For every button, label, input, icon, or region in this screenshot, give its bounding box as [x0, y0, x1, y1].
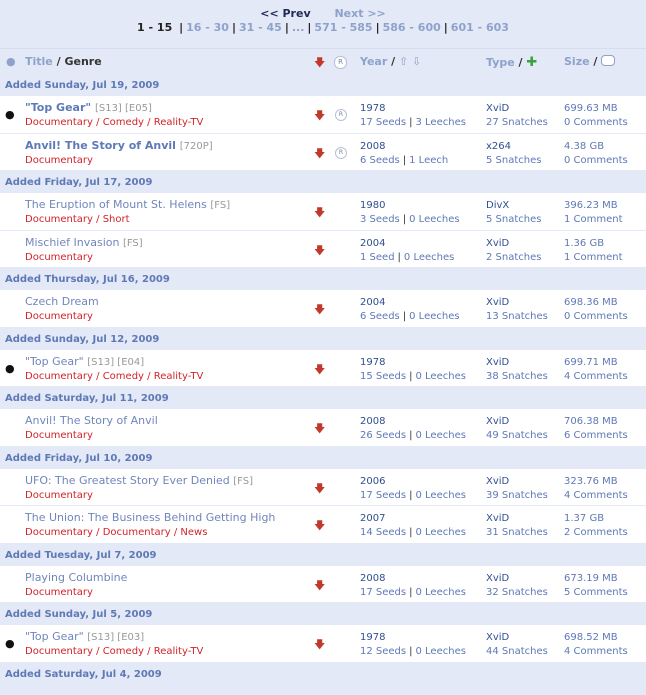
download-arrow-icon[interactable]: 🡇	[314, 206, 326, 219]
seeds-link[interactable]: 26 Seeds	[360, 430, 407, 441]
genre-separator: /	[143, 370, 154, 382]
bullet-icon: ●	[5, 637, 15, 650]
genre-link[interactable]: Documentary	[25, 154, 93, 166]
genre-label: Genre	[64, 55, 102, 68]
comments-link[interactable]: 4 Comments	[564, 489, 628, 501]
genre-list	[25, 214, 130, 225]
separator: |	[409, 117, 413, 128]
page-separator: |	[443, 21, 448, 34]
table-row	[0, 625, 646, 662]
group-date-label: Added Friday, Jul 10, 2009	[5, 452, 153, 464]
size-value: 396.23 MB	[564, 200, 618, 211]
genre-link[interactable]: Comedy	[102, 117, 144, 128]
format-value: XviD	[486, 297, 510, 308]
leeches-link[interactable]: 0 Leeches	[415, 489, 466, 501]
year-value: 1980	[360, 200, 386, 211]
torrent-title-link[interactable]	[25, 474, 253, 487]
r-badge-icon[interactable]: R	[335, 147, 347, 159]
title-tag: [720P]	[179, 140, 213, 152]
seeds-link[interactable]: 6 Seeds	[360, 154, 400, 166]
genre-link[interactable]: Documentary	[25, 646, 93, 657]
leeches-link[interactable]: 0 Leeches	[415, 586, 466, 598]
title-text[interactable]: Anvil! The Story of Anvil	[25, 138, 176, 152]
title-text[interactable]: The Eruption of Mount St. Helens	[25, 198, 207, 211]
group-date-label: Added Thursday, Jul 16, 2009	[5, 274, 170, 285]
table-row	[0, 469, 646, 506]
download-arrow-icon[interactable]: 🡇	[314, 243, 326, 257]
torrent-title-link[interactable]	[25, 630, 144, 643]
seeds-leeches	[360, 311, 460, 322]
size-value: 4.38 GB	[564, 140, 605, 152]
title-tag: [FS]	[233, 475, 253, 487]
year-value: 2008	[360, 140, 386, 152]
format-value: x264	[486, 140, 512, 152]
snatches-link[interactable]: 49 Snatches	[486, 430, 548, 441]
leeches-link[interactable]: 3 Leeches	[415, 117, 466, 128]
bullet-icon: ●	[6, 55, 16, 68]
year-value: 2004	[360, 297, 386, 308]
snatches-link[interactable]: 31 Snatches	[486, 527, 548, 538]
seeds-link[interactable]: 17 Seeds	[360, 489, 407, 501]
page-separator: |	[307, 21, 312, 34]
seeds-leeches	[360, 117, 466, 128]
year-value: 2008	[360, 416, 386, 427]
year-value: 2007	[360, 513, 386, 524]
group-header	[0, 387, 646, 409]
seeds-link[interactable]: 6 Seeds	[360, 311, 400, 322]
table-row	[0, 350, 646, 387]
torrent-title-link[interactable]	[25, 414, 158, 427]
next-link[interactable]: Next >>	[334, 7, 386, 20]
page-link[interactable]: 601 - 603	[450, 21, 509, 34]
year-value: 2006	[360, 475, 386, 487]
leeches-link[interactable]: 0 Leeches	[409, 311, 460, 322]
table-row	[0, 506, 646, 543]
group-date-label: Added Sunday, Jul 19, 2009	[5, 80, 160, 91]
title-tag: [FS]	[210, 200, 231, 211]
torrent-title-link[interactable]	[25, 198, 230, 211]
title-text[interactable]: The Union: The Business Behind Getting High	[25, 511, 276, 524]
bullet-icon: ●	[5, 108, 15, 121]
genre-link[interactable]: News	[180, 527, 208, 538]
year-header: Year / ⇧ ⇩	[360, 55, 422, 68]
arrow-down-icon[interactable]: ⇩	[412, 55, 422, 68]
separator: |	[409, 489, 413, 501]
genre-separator: /	[92, 370, 103, 382]
comments-link[interactable]: 4 Comments	[564, 646, 628, 657]
group-header	[0, 447, 646, 469]
title-text[interactable]: Anvil! The Story of Anvil	[25, 414, 158, 427]
size-value: 699.71 MB	[564, 356, 618, 368]
genre-separator: /	[143, 117, 154, 128]
title-text[interactable]: "Top Gear"	[25, 354, 84, 368]
genre-separator: /	[92, 117, 103, 128]
genre-list	[25, 490, 93, 501]
seeds-link[interactable]: 17 Seeds	[360, 117, 407, 128]
group-date-label: Added Saturday, Jul 4, 2009	[5, 668, 162, 680]
size-value: 323.76 MB	[564, 475, 618, 487]
separator: |	[409, 370, 413, 382]
genre-link[interactable]: Documentary	[25, 311, 93, 322]
group-date-label: Added Sunday, Jul 12, 2009	[5, 333, 160, 345]
leeches-link[interactable]: 0 Leeches	[415, 646, 466, 657]
title-text[interactable]: "Top Gear"	[25, 101, 92, 114]
page-separator: |	[284, 21, 289, 34]
seeds-leeches	[360, 430, 466, 441]
seeds-link[interactable]: 17 Seeds	[360, 586, 407, 598]
seeds-leeches	[360, 252, 454, 263]
torrent-title-link[interactable]	[25, 511, 275, 524]
group-date-label: Added Friday, Jul 17, 2009	[5, 177, 153, 188]
genre-link[interactable]: Documentary	[25, 430, 93, 441]
seeds-link[interactable]: 14 Seeds	[360, 527, 407, 538]
group-date-label: Added Sunday, Jul 5, 2009	[5, 609, 153, 620]
genre-link[interactable]: Documentary	[25, 489, 93, 501]
download-arrow-icon[interactable]: 🡇	[314, 362, 326, 376]
year-value: 2008	[360, 572, 386, 584]
table-row	[0, 231, 646, 268]
format-value: XviD	[486, 103, 510, 114]
comments-link[interactable]: 0 Comments	[564, 311, 628, 322]
format-value: XviD	[486, 475, 510, 487]
page-separator: |	[231, 21, 236, 34]
format-value: XviD	[486, 237, 510, 249]
format-value: XviD	[486, 572, 510, 584]
comments-link[interactable]: 5 Comments	[564, 586, 628, 598]
separator: |	[409, 646, 413, 657]
group-header	[0, 544, 646, 566]
separator: |	[402, 154, 407, 166]
genre-list	[25, 155, 93, 166]
comments-link[interactable]: 0 Comments	[564, 154, 628, 166]
format-value: XviD	[486, 416, 510, 427]
plus-icon[interactable]: ✚	[526, 55, 538, 70]
title-text[interactable]: Playing Columbine	[25, 570, 128, 584]
genre-link[interactable]: Comedy	[102, 646, 144, 657]
format-value: XviD	[486, 632, 510, 643]
comments-link[interactable]: 1 Comment	[564, 214, 623, 225]
size-value: 1.36 GB	[564, 237, 605, 249]
leeches-link[interactable]: 0 Leeches	[409, 214, 460, 225]
separator: |	[409, 527, 413, 538]
genre-link[interactable]: Documentary	[25, 370, 93, 382]
genre-list	[25, 371, 203, 382]
download-arrow-icon: 🡇	[314, 56, 326, 69]
seeds-leeches	[360, 155, 448, 166]
seeds-leeches	[360, 371, 466, 382]
table-row	[0, 409, 646, 446]
snatches-link[interactable]: 39 Snatches	[486, 489, 548, 501]
seeds-leeches	[360, 646, 466, 657]
title-tag: [S13] [E04]	[87, 356, 145, 368]
download-arrow-icon[interactable]: 🡇	[314, 109, 326, 122]
snatches-link[interactable]: 27 Snatches	[486, 117, 548, 128]
genre-separator: /	[143, 646, 154, 657]
group-header	[0, 171, 646, 193]
snatches-link[interactable]: 5 Snatches	[486, 154, 542, 166]
type-header: Type / ✚	[486, 55, 538, 70]
separator: |	[402, 214, 407, 225]
page-separator: |	[179, 21, 184, 34]
seeds-link[interactable]: 12 Seeds	[360, 646, 407, 657]
year-value: 1978	[360, 632, 386, 643]
leeches-link[interactable]: 0 Leeches	[415, 527, 466, 538]
torrent-title-link[interactable]	[25, 101, 152, 114]
page-links	[0, 20, 646, 35]
title-genre-header: Title / Genre	[25, 55, 102, 68]
table-row	[0, 96, 646, 133]
genre-separator: /	[92, 214, 103, 225]
snatches-link[interactable]: 32 Snatches	[486, 586, 548, 598]
genre-separator: /	[92, 646, 103, 657]
group-date-label: Added Tuesday, Jul 7, 2009	[5, 549, 157, 561]
download-arrow-icon[interactable]: 🡇	[314, 422, 326, 435]
genre-link[interactable]: Documentary	[25, 251, 93, 263]
genre-link[interactable]: Reality-TV	[153, 646, 204, 657]
snatches-link[interactable]: 44 Snatches	[486, 646, 548, 657]
title-tag: [S13] [E05]	[94, 103, 152, 114]
table-row	[0, 134, 646, 171]
seeds-link[interactable]: 1 Seed	[360, 251, 395, 263]
torrent-title-link[interactable]	[25, 139, 213, 152]
bullet-icon: ●	[5, 361, 15, 375]
genre-link[interactable]: Documentary	[25, 527, 93, 538]
torrent-title-link[interactable]	[25, 571, 127, 584]
size-value: 699.63 MB	[564, 103, 618, 114]
title-text[interactable]: Mischief Invasion	[25, 235, 120, 249]
genre-link[interactable]: Documentary	[25, 117, 93, 128]
page-link[interactable]: 16 - 30	[186, 21, 229, 34]
group-date-label: Added Saturday, Jul 11, 2009	[5, 393, 169, 404]
snatches-link[interactable]: 2 Snatches	[486, 251, 542, 263]
seeds-link[interactable]: 3 Seeds	[360, 214, 400, 225]
genre-link[interactable]: Documentary	[102, 527, 171, 538]
genre-link[interactable]: Reality-TV	[153, 117, 204, 128]
r-badge-icon: R	[334, 56, 347, 69]
current-page: 1 - 15	[137, 21, 173, 34]
group-header	[0, 603, 646, 625]
leeches-link[interactable]: 0 Leeches	[415, 430, 466, 441]
format-value: XviD	[486, 513, 510, 524]
group-header	[0, 74, 646, 96]
format-value: XviD	[486, 356, 510, 368]
comments-link[interactable]: 0 Comments	[564, 117, 628, 128]
type-sort-link[interactable]: Type	[486, 56, 515, 69]
genre-separator: /	[170, 527, 181, 538]
prev-link[interactable]: << Prev	[260, 7, 311, 20]
page-separator: |	[375, 21, 380, 34]
group-header	[0, 663, 646, 685]
seeds-leeches	[360, 490, 466, 501]
comments-link[interactable]: 6 Comments	[564, 430, 628, 441]
year-value: 2004	[360, 237, 386, 249]
page-link[interactable]: 571 - 585	[314, 21, 373, 34]
title-text[interactable]: "Top Gear"	[25, 630, 84, 643]
genre-link[interactable]: Reality-TV	[153, 370, 204, 382]
comments-link[interactable]: 1 Comment	[564, 251, 623, 263]
torrent-title-link[interactable]	[25, 236, 143, 249]
title-sort-link[interactable]: Title	[25, 55, 53, 68]
comments-link[interactable]: 4 Comments	[564, 370, 628, 382]
separator: |	[397, 251, 401, 263]
snatches-link[interactable]: 13 Snatches	[486, 311, 548, 322]
comment-bubble-icon[interactable]	[601, 55, 615, 66]
genre-link[interactable]: Documentary	[25, 586, 93, 598]
size-value: 673.19 MB	[564, 572, 618, 584]
genre-list	[25, 587, 93, 598]
genre-list	[25, 430, 93, 441]
download-arrow-icon[interactable]: 🡇	[314, 519, 326, 532]
genre-list	[25, 646, 203, 657]
genre-list	[25, 117, 203, 128]
leeches-link[interactable]: 1 Leech	[409, 154, 449, 166]
prev-next	[0, 7, 646, 20]
table-row	[0, 290, 646, 327]
seeds-leeches	[360, 587, 466, 598]
snatches-link[interactable]: 38 Snatches	[486, 370, 548, 382]
title-text[interactable]: UFO: The Greatest Story Ever Denied	[25, 473, 230, 487]
leeches-link[interactable]: 0 Leeches	[403, 251, 455, 263]
title-tag: [S13] [E03]	[87, 632, 145, 643]
size-value: 706.38 MB	[564, 416, 618, 427]
genre-link[interactable]: Comedy	[102, 370, 144, 382]
download-arrow-icon[interactable]: 🡇	[314, 578, 326, 592]
year-value: 1978	[360, 103, 386, 114]
seeds-link[interactable]: 15 Seeds	[360, 370, 407, 382]
size-sort-link[interactable]: Size	[564, 55, 590, 68]
size-value: 698.52 MB	[564, 632, 618, 643]
title-tag: [FS]	[122, 237, 143, 249]
download-arrow-icon[interactable]: 🡇	[314, 638, 326, 651]
download-arrow-icon[interactable]: 🡇	[314, 303, 326, 316]
format-value: DivX	[486, 200, 510, 211]
arrow-up-icon[interactable]: ⇧	[398, 55, 409, 68]
download-arrow-icon[interactable]: 🡇	[314, 146, 326, 160]
separator: |	[409, 586, 413, 598]
size-value: 698.36 MB	[564, 297, 618, 308]
genre-list	[25, 311, 93, 322]
table-row	[0, 193, 646, 230]
title-text[interactable]: Czech Dream	[25, 295, 99, 308]
snatches-link[interactable]: 5 Snatches	[486, 214, 542, 225]
torrent-title-link[interactable]	[25, 355, 144, 368]
genre-list	[25, 252, 93, 263]
comments-link[interactable]: 2 Comments	[564, 527, 628, 538]
size-header: Size /	[564, 55, 615, 68]
genre-link[interactable]: Short	[102, 214, 130, 225]
table-row	[0, 566, 646, 603]
torrent-title-link[interactable]	[25, 295, 99, 308]
year-value: 1978	[360, 356, 386, 368]
year-sort-link[interactable]: Year	[360, 55, 388, 68]
genre-separator: /	[92, 527, 103, 538]
group-header	[0, 268, 646, 290]
table-header	[0, 48, 646, 75]
seeds-leeches	[360, 527, 466, 538]
pagination	[0, 0, 646, 38]
separator: |	[402, 311, 407, 322]
genre-link[interactable]: Documentary	[25, 214, 93, 225]
r-badge-icon[interactable]: R	[335, 109, 347, 121]
genre-list	[25, 527, 207, 538]
separator: |	[409, 430, 413, 441]
page-link[interactable]: 31 - 45	[238, 21, 282, 34]
seeds-leeches	[360, 214, 460, 225]
size-value: 1.37 GB	[564, 513, 605, 524]
download-arrow-icon[interactable]: 🡇	[314, 481, 326, 495]
page-link: ...	[291, 21, 305, 34]
page-link[interactable]: 586 - 600	[382, 21, 441, 34]
group-header	[0, 328, 646, 350]
leeches-link[interactable]: 0 Leeches	[415, 370, 466, 382]
